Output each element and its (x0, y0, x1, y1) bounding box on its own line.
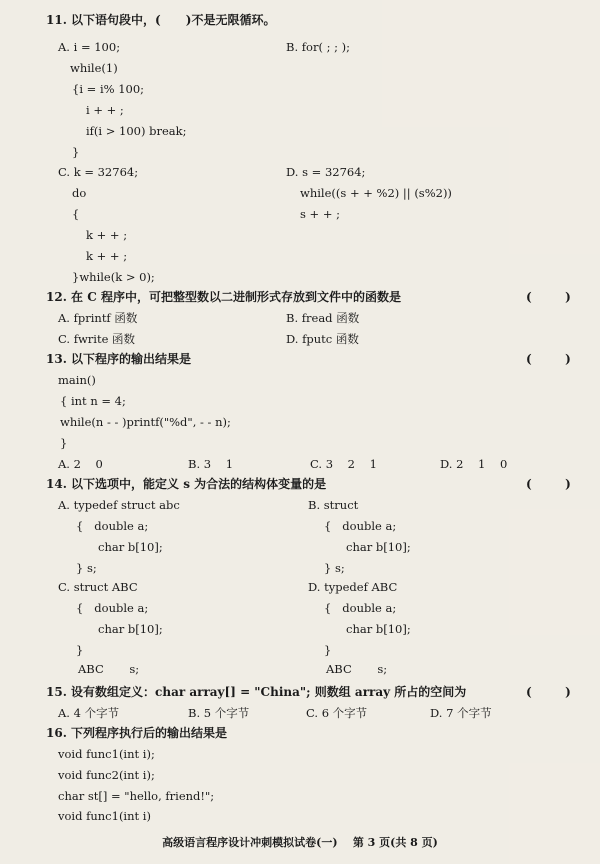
q14-c-line: { double a; (76, 601, 149, 615)
q11-c-line: k + + ; (86, 228, 128, 242)
q15-stem: 15. 设有数组定义：char array[] = "China"; 则数组 array 所占的空间为 (46, 685, 467, 699)
q15-option-d: D. 7 个字节 (430, 706, 492, 720)
q14-d-line: } (324, 643, 332, 657)
q11-option-d: D. s = 32764; (286, 165, 366, 179)
q13-code-line: main() (58, 373, 96, 387)
q12-answer-bracket: ( ) (526, 290, 571, 304)
q14-b-line: } s; (324, 561, 345, 575)
q12-stem: 12. 在 C 程序中，可把整型数以二进制形式存放到文件中的函数是 (46, 290, 401, 304)
q13-option-c: C. 3 2 1 (310, 457, 377, 471)
q16-code-line: void func2(int i); (58, 768, 155, 782)
q14-option-d: D. typedef ABC (308, 580, 398, 594)
q13-code-line: } (60, 436, 68, 450)
q14-answer-bracket: ( ) (526, 477, 571, 491)
q13-code-line: while(n - - )printf("%d", - - n); (60, 415, 231, 429)
q14-option-c: C. struct ABC (58, 580, 138, 594)
q11-c-line: { (72, 207, 80, 221)
q12-option-b: B. fread 函数 (286, 311, 360, 325)
q12-option-d: D. fputc 函数 (286, 332, 359, 346)
q11-d-line: s + + ; (300, 207, 341, 221)
q14-c-line: ABC s; (78, 662, 140, 676)
q11-a-line: i + + ; (86, 103, 124, 117)
q15-option-a: A. 4 个字节 (58, 706, 120, 720)
q11-a-line: } (72, 145, 80, 159)
q12-option-a: A. fprintf 函数 (58, 311, 138, 325)
q11-option-c: C. k = 32764; (58, 165, 139, 179)
q15-option-c: C. 6 个字节 (306, 706, 368, 720)
q15-option-b: B. 5 个字节 (188, 706, 250, 720)
q14-d-line: ABC s; (326, 662, 388, 676)
q14-d-line: char b[10]; (346, 622, 411, 636)
q14-c-line: char b[10]; (98, 622, 163, 636)
q11-a-line: while(1) (70, 61, 118, 75)
q13-option-d: D. 2 1 0 (440, 457, 508, 471)
q14-b-line: { double a; (324, 519, 397, 533)
q14-a-line: { double a; (76, 519, 149, 533)
q11-option-b: B. for( ; ; ); (286, 40, 351, 54)
q11-d-line: while((s + + %2) || (s%2)) (300, 186, 452, 200)
q11-c-line: do (72, 186, 87, 200)
q11-c-line: }while(k > 0); (72, 270, 155, 284)
q11-stem: 11. 以下语句段中，( )不是无限循环。 (46, 13, 276, 27)
q13-option-b: B. 3 1 (188, 457, 234, 471)
q14-c-line: } (76, 643, 84, 657)
q14-a-line: char b[10]; (98, 540, 163, 554)
q11-a-line: {i = i% 100; (72, 82, 145, 96)
q14-d-line: { double a; (324, 601, 397, 615)
page-footer: 高级语言程序设计冲刺模拟试卷(一) 第 3 页(共 8 页) (162, 836, 438, 849)
q14-b-line: char b[10]; (346, 540, 411, 554)
q11-option-a: A. i = 100; (58, 40, 121, 54)
q14-option-a: A. typedef struct abc (58, 498, 180, 512)
q13-stem: 13. 以下程序的输出结果是 (46, 352, 192, 366)
q12-option-c: C. fwrite 函数 (58, 332, 136, 346)
q16-code-line: void func1(int i) (58, 809, 151, 823)
q16-code-line: char st[] = "hello, friend!"; (58, 789, 215, 803)
q14-a-line: } s; (76, 561, 97, 575)
q11-c-line: k + + ; (86, 249, 128, 263)
q16-code-line: void func1(int i); (58, 747, 155, 761)
q16-stem: 16. 下列程序执行后的输出结果是 (46, 726, 228, 740)
q13-option-a: A. 2 0 (58, 457, 103, 471)
q14-option-b: B. struct (308, 498, 359, 512)
q15-answer-bracket: ( ) (526, 685, 571, 699)
q13-code-line: { int n = 4; (60, 394, 126, 408)
q13-answer-bracket: ( ) (526, 352, 571, 366)
q14-stem: 14. 以下选项中，能定义 s 为合法的结构体变量的是 (46, 477, 327, 491)
q11-a-line: if(i > 100) break; (86, 124, 187, 138)
